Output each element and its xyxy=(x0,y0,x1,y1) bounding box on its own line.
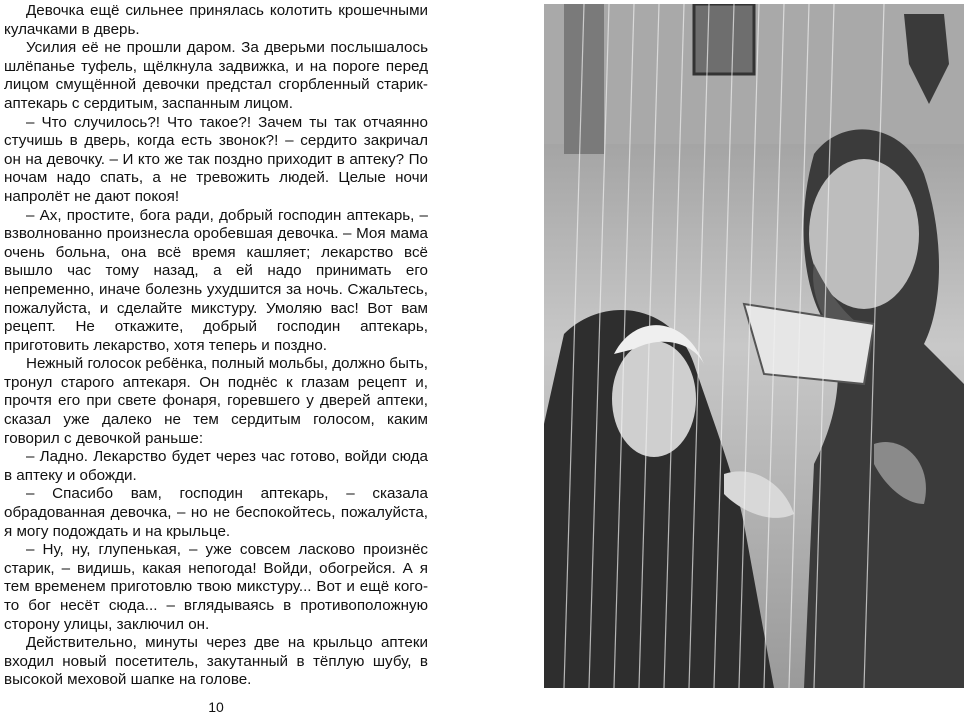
illustration xyxy=(544,4,964,688)
paragraph: Девочка ещё сильнее принялась колотить крошечными кулачками в дверь. xyxy=(4,2,428,38)
illustration-drawing xyxy=(544,4,964,688)
text-column xyxy=(4,2,428,690)
page-number: 10 xyxy=(208,699,224,715)
paragraph: – Ах, простите, бога ради, добрый господин аптекарь, – взволнованно произнесла оробевшая девочка. – Моя мама очень больна, она всё время кашляет; лекарство всё вышло час тому назад, а ей надо принимать его непременно, иначе болезнь ухудшится за ночь. Сжальтесь, пожалуйста, и сделайте микстуру. Умоляю вас! Вот вам рецепт. Не откажите, добрый господин аптекарь, приготовить лекарство, хотя теперь и поздно. xyxy=(4,206,428,354)
paragraph: – Ладно. Лекарство будет через час готово, войди сюда в аптеку и обожди. xyxy=(4,448,428,484)
paragraph: – Ну, ну, глупенькая, – уже совсем ласково произнёс старик, – видишь, какая непогода! Войди, обогрейся. А я тем временем приготовлю твою микстуру... Вот и ещё кого-то бог несёт сюда... – вглядываясь в противоположную сторону улицы, заключил он. xyxy=(4,541,428,633)
paragraph: Усилия её не прошли даром. За дверьми послышалось шлёпанье туфель, щёлкнула задвижка, и на пороге перед лицом смущённой девочки предстал сгорбленный старик-аптекарь с сердитым, заспанным лицом. xyxy=(4,39,428,112)
girl-face xyxy=(612,341,696,457)
drainpipe xyxy=(564,4,604,154)
paragraph: Нежный голосок ребёнка, полный мольбы, должно быть, тронул старого аптекаря. Он поднёс к глазам рецепт и, прочтя его при свете фонаря, горевшего у дверей аптеки, сказал уже далеко не тем сердитым голосом, каким говорил с девочкой раньше: xyxy=(4,355,428,447)
paragraph: – Спасибо вам, господин аптекарь, – сказала обрадованная девочка, – но не беспокойтесь, пожалуйста, я могу подождать и на крыльце. xyxy=(4,485,428,540)
paragraph: – Что случилось?! Что такое?! Зачем ты так отчаянно стучишь в дверь, когда есть звонок?! – сердито закричал он на девочку. – И кто же так поздно приходит в аптеку? По ночам надо спать, а не тревожить людей. Целые ночи напролёт не дают покоя! xyxy=(4,113,428,205)
paragraph: Действительно, минуты через две на крыльцо аптеки входил новый посетитель, закутанный в тёплую шубу, в высокой меховой шапке на голове. xyxy=(4,634,428,689)
window xyxy=(694,4,754,74)
